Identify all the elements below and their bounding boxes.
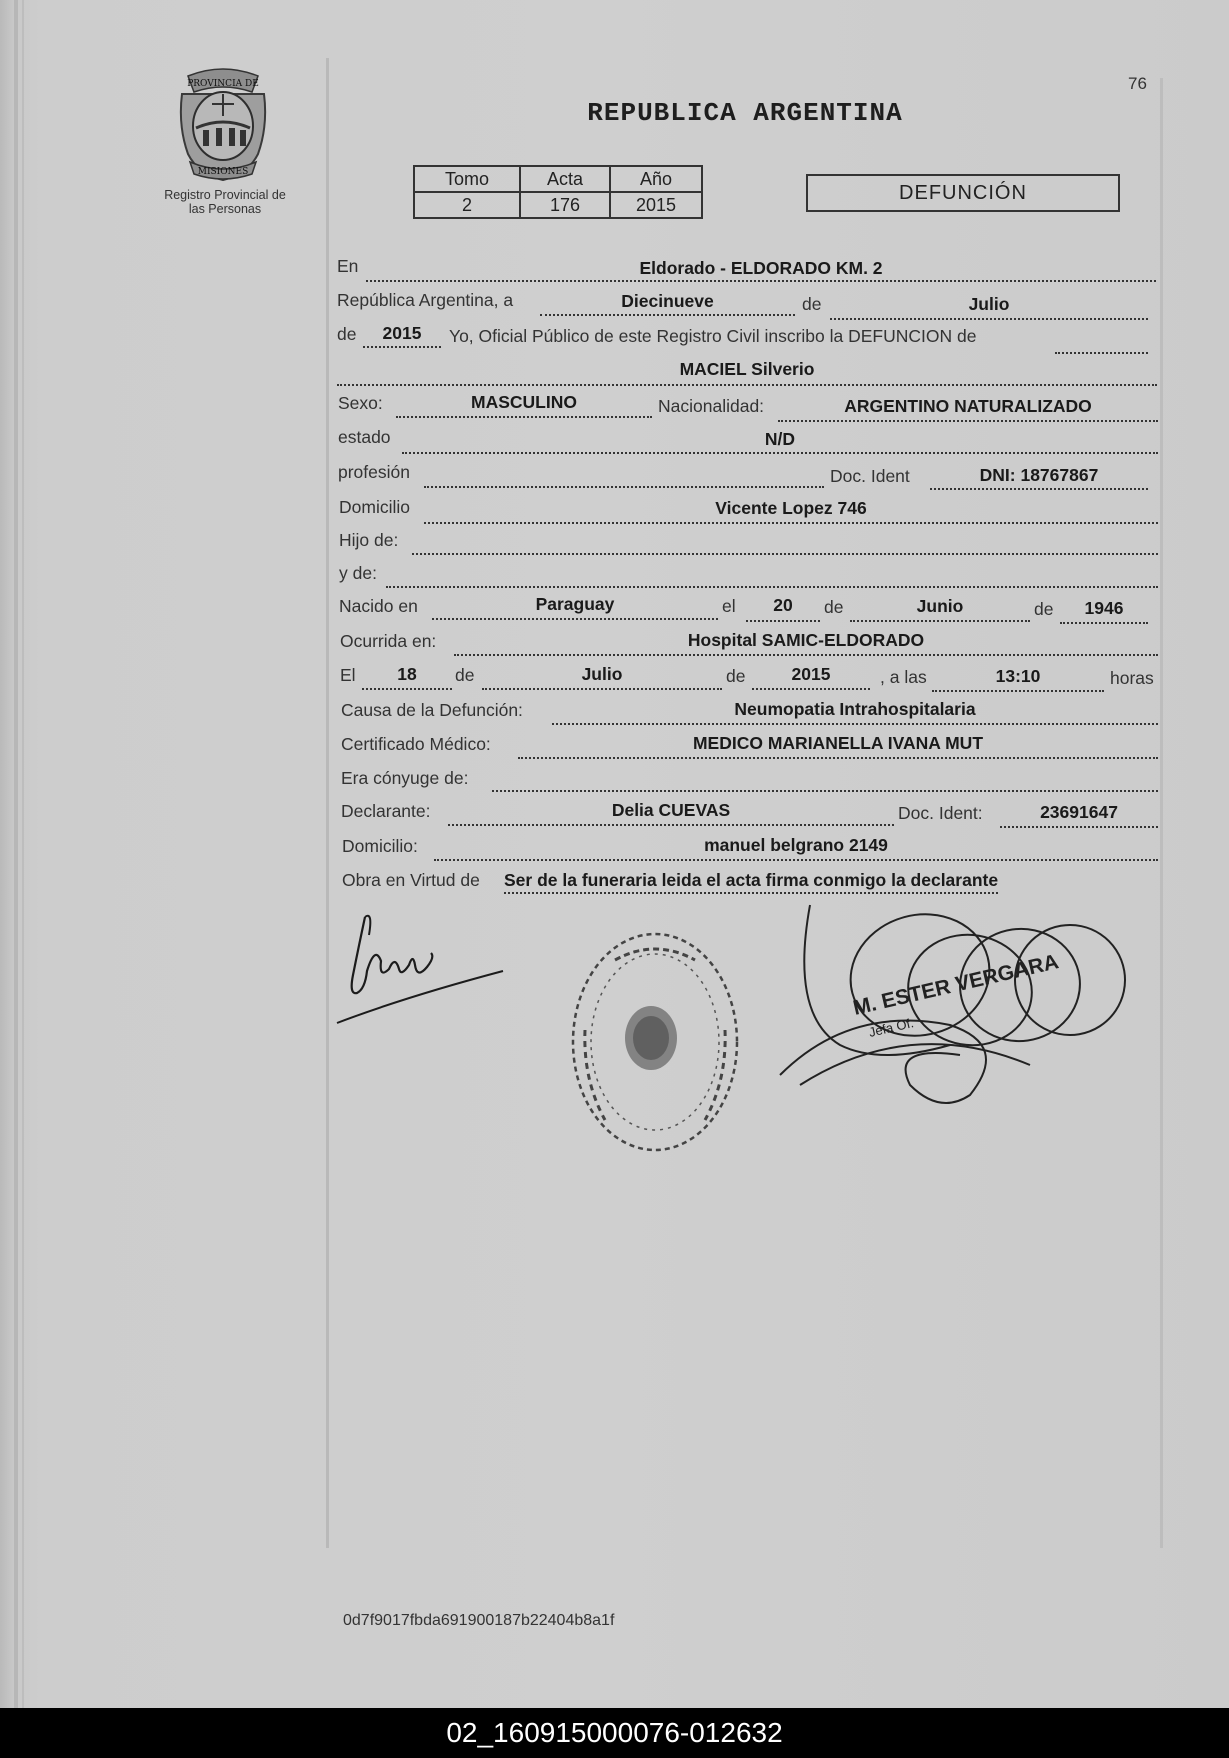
estado-label: estado xyxy=(338,427,391,447)
estado-line xyxy=(402,452,1158,454)
de-label-3: de xyxy=(824,597,844,617)
death-month-line xyxy=(482,688,722,690)
decl-doc-line xyxy=(1000,826,1158,828)
birth-month-value: Junio xyxy=(916,596,964,616)
svg-text:MISIONES: MISIONES xyxy=(197,167,249,177)
decl-domicilio-line xyxy=(434,859,1158,861)
value-acta: 176 xyxy=(520,192,610,218)
sexo-line xyxy=(396,416,652,418)
doc-ident-label: Doc. Ident xyxy=(830,466,910,486)
oficial-text: Yo, Oficial Público de este Registro Civil inscribo la DEFUNCION de xyxy=(449,326,977,346)
horas-label: horas xyxy=(1110,668,1154,688)
domicilio-label: Domicilio xyxy=(339,497,410,517)
domicilio-value: Vicente Lopez 746 xyxy=(715,498,867,518)
conyuge-line xyxy=(492,790,1158,792)
conyuge-label: Era cónyuge de: xyxy=(341,768,469,788)
official-seal-stamp xyxy=(555,920,755,1165)
registro-provincial-label: Registro Provincial de las Personas xyxy=(164,188,286,216)
svg-text:PROVINCIA DE: PROVINCIA DE xyxy=(187,79,259,89)
obra-value: Ser de la funeraria leida el acta firma conmigo la declarante xyxy=(504,870,998,894)
yde-label: y de: xyxy=(339,563,377,583)
month-line xyxy=(830,318,1148,320)
yde-line xyxy=(386,586,1158,588)
certificado-label: Certificado Médico: xyxy=(341,734,491,754)
sexo-label: Sexo: xyxy=(338,393,383,413)
year-line xyxy=(363,346,441,348)
certificado-value: MEDICO MARIANELLA IVANA MUT xyxy=(692,733,984,753)
page-fold xyxy=(14,0,18,1708)
register-table-value-row xyxy=(414,192,702,218)
inner-sheet-edge xyxy=(326,58,329,1548)
nacionalidad-line xyxy=(778,420,1158,422)
page-number: 76 xyxy=(1128,74,1147,93)
causa-line xyxy=(552,723,1158,725)
birth-year-line xyxy=(1060,622,1148,624)
declarant-signature xyxy=(335,905,510,1030)
nacido-value: Paraguay xyxy=(535,594,615,614)
death-year-value: 2015 xyxy=(791,664,831,684)
decl-doc-label: Doc. Ident: xyxy=(898,803,983,823)
doc-ident-value: DNI: 18767867 xyxy=(979,465,1099,485)
alas-label: , a las xyxy=(880,667,927,687)
profesion-label: profesión xyxy=(338,462,410,482)
header-anio: Año xyxy=(610,166,702,192)
decl-domicilio-label: Domicilio: xyxy=(342,836,418,856)
death-day-value: 18 xyxy=(397,664,417,684)
de-label-2: de xyxy=(337,324,357,344)
domicilio-line xyxy=(424,522,1158,524)
value-anio: 2015 xyxy=(610,192,702,218)
hijo-label: Hijo de: xyxy=(339,530,399,550)
hijo-line xyxy=(412,553,1158,555)
svg-text:Jefa Of.: Jefa Of. xyxy=(867,1015,916,1040)
el-label-1: el xyxy=(722,596,736,616)
nacido-label: Nacido en xyxy=(339,596,418,616)
en-line xyxy=(366,280,1156,282)
day-line xyxy=(540,314,795,316)
death-time-line xyxy=(932,690,1104,692)
official-signature xyxy=(770,895,1140,1120)
birth-year-value: 1946 xyxy=(1084,598,1124,618)
certificado-line xyxy=(518,757,1158,759)
month-value: Julio xyxy=(968,294,1010,314)
register-table xyxy=(413,165,703,219)
register-table-header-row xyxy=(414,166,702,192)
document-hash: 0d7f9017fbda691900187b22404b8a1f xyxy=(343,1612,615,1629)
causa-label: Causa de la Defunción: xyxy=(341,700,523,720)
causa-value: Neumopatia Intrahospitalaria xyxy=(734,699,976,719)
declarante-label: Declarante: xyxy=(341,801,431,821)
birth-day-line xyxy=(746,620,820,622)
header-tomo: Tomo xyxy=(414,166,520,192)
record-type-box: DEFUNCIÓN xyxy=(806,174,1120,212)
en-label: En xyxy=(337,256,359,276)
death-month-value: Julio xyxy=(581,664,623,684)
obra-label: Obra en Virtud de xyxy=(342,870,480,890)
ocurrida-value: Hospital SAMIC-ELDORADO xyxy=(687,630,925,650)
birth-month-line xyxy=(850,620,1030,622)
de-label-6: de xyxy=(726,666,746,686)
right-sheet-edge xyxy=(1160,78,1163,1548)
republica-label: República Argentina, a xyxy=(337,290,514,310)
death-time-value: 13:10 xyxy=(995,666,1041,686)
svg-text:M. ESTER VERGARA: M. ESTER VERGARA xyxy=(850,950,1061,1020)
de-label-1: de xyxy=(802,294,822,314)
page-title: REPUBLICA ARGENTINA xyxy=(587,98,903,128)
estado-value: N/D xyxy=(764,429,796,449)
oficial-line xyxy=(1055,352,1148,354)
sexo-value: MASCULINO xyxy=(471,392,577,412)
decl-doc-value: 23691647 xyxy=(1040,802,1118,822)
birth-day-value: 20 xyxy=(773,595,793,615)
page-fold-2 xyxy=(22,0,24,1708)
year-value: 2015 xyxy=(382,323,422,343)
de-label-4: de xyxy=(1034,599,1054,619)
death-day-line xyxy=(362,688,452,690)
declarante-line xyxy=(448,824,894,826)
de-label-5: de xyxy=(455,665,475,685)
ocurrida-label: Ocurrida en: xyxy=(340,631,437,651)
deceased-name-value: MACIEL Silverio xyxy=(679,359,815,379)
misiones-emblem-icon xyxy=(168,66,278,184)
place-value: Eldorado - ELDORADO KM. 2 xyxy=(639,258,883,278)
doc-ident-line xyxy=(930,488,1148,490)
death-year-line xyxy=(752,688,870,690)
declarante-value: Delia CUEVAS xyxy=(611,800,731,820)
el-label-2: El xyxy=(340,665,356,685)
profesion-line xyxy=(424,486,824,488)
header-acta: Acta xyxy=(520,166,610,192)
nacionalidad-value: ARGENTINO NATURALIZADO xyxy=(844,396,1092,416)
ocurrida-line xyxy=(454,654,1158,656)
name-line xyxy=(337,384,1157,386)
nacionalidad-label: Nacionalidad: xyxy=(658,396,765,416)
value-tomo: 2 xyxy=(414,192,520,218)
footer-code: 02_160915000076-012632 xyxy=(0,1708,1229,1758)
nacido-line xyxy=(432,618,718,620)
day-value: Diecinueve xyxy=(621,291,714,311)
decl-domicilio-value: manuel belgrano 2149 xyxy=(704,835,888,855)
